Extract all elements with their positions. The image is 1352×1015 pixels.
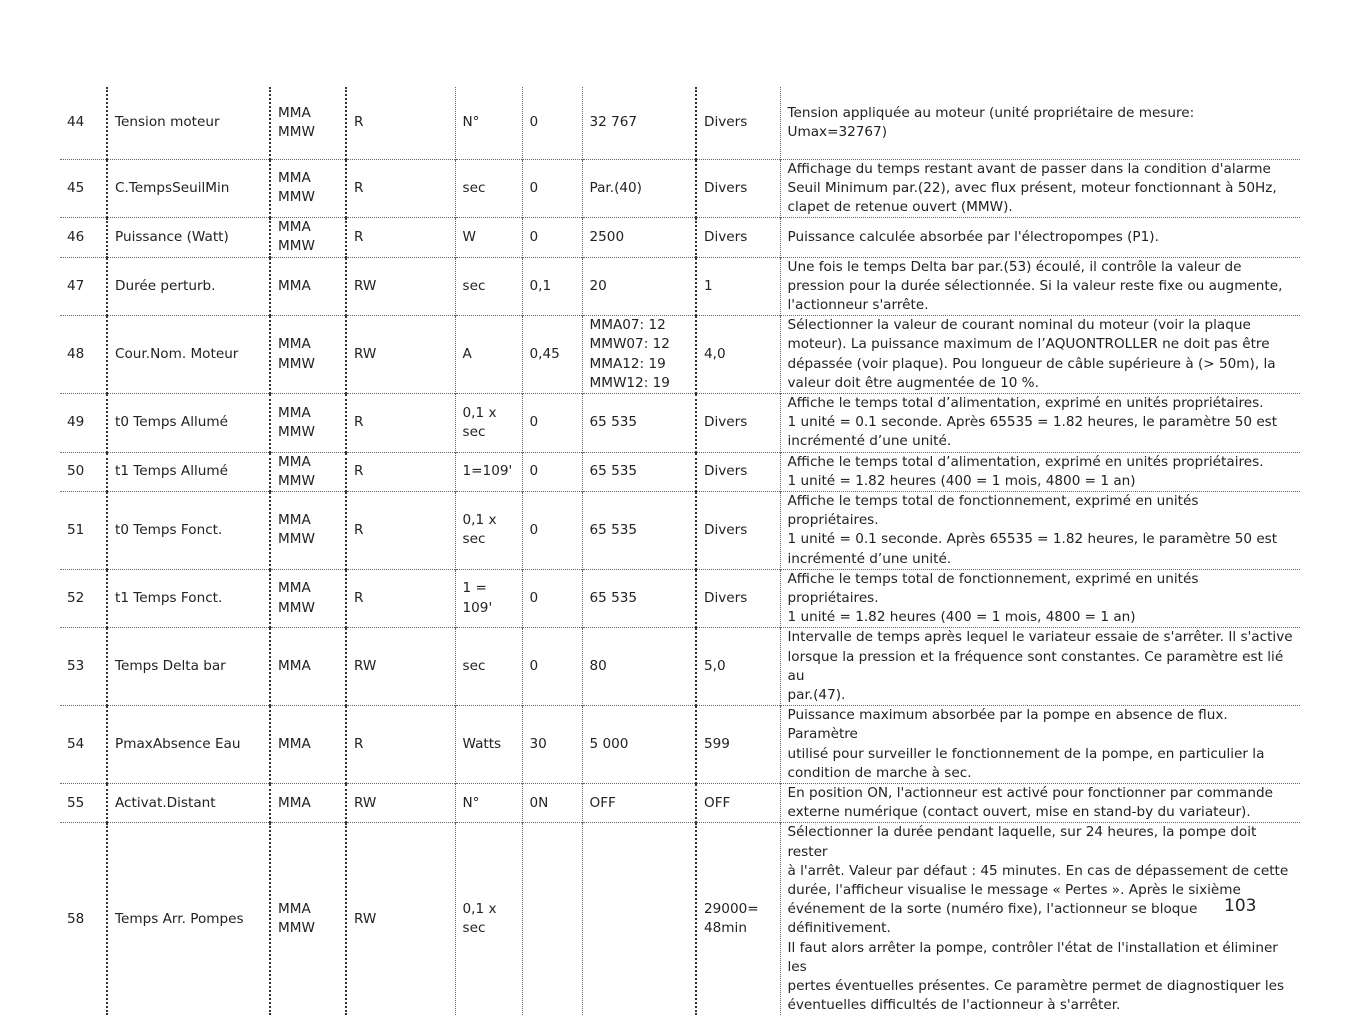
param-name-cell: C.TempsSeuilMin	[107, 159, 270, 218]
min-value-cell: 0	[522, 452, 582, 491]
access-cell: RW	[346, 784, 455, 823]
table-row	[60, 823, 1300, 1015]
unit-cell: sec	[455, 257, 522, 316]
param-number-cell: 52	[60, 569, 107, 628]
param-number-cell: 45	[60, 159, 107, 218]
table-row	[60, 257, 1300, 316]
param-number-cell: 55	[60, 784, 107, 823]
model-cell: MMA MMW	[270, 569, 346, 628]
min-value-cell: 0	[522, 491, 582, 569]
model-cell: MMA MMW	[270, 159, 346, 218]
page-number: 103	[1224, 896, 1257, 916]
default-value-cell: 29000= 48min	[696, 823, 780, 1015]
default-value-cell: Divers	[696, 491, 780, 569]
access-cell: RW	[346, 257, 455, 316]
param-name-cell: t0 Temps Fonct.	[107, 491, 270, 569]
table-row	[60, 491, 1300, 569]
table-row	[60, 706, 1300, 784]
unit-cell: sec	[455, 159, 522, 218]
param-number-cell: 47	[60, 257, 107, 316]
max-value-cell: 20	[582, 257, 696, 316]
table-row	[60, 87, 1300, 159]
model-cell: MMA MMW	[270, 452, 346, 491]
table-row	[60, 784, 1300, 823]
description-cell: Puissance maximum absorbée par la pompe en absence de flux. Paramètre utilisé pour surveiller le fonctionnement de la pompe, en particulier la condition de marche à sec.	[780, 706, 1300, 784]
default-value-cell: Divers	[696, 452, 780, 491]
param-name-cell: t1 Temps Fonct.	[107, 569, 270, 628]
unit-cell: 0,1 x sec	[455, 393, 522, 452]
min-value-cell: 0	[522, 393, 582, 452]
min-value-cell: 30	[522, 706, 582, 784]
description-cell: En position ON, l'actionneur est activé pour fonctionner par commande externe numérique (contact ouvert, mise en stand-by du variateur).	[780, 784, 1300, 823]
max-value-cell: 65 535	[582, 393, 696, 452]
param-name-cell: Cour.Nom. Moteur	[107, 316, 270, 394]
access-cell: R	[346, 452, 455, 491]
model-cell: MMA	[270, 784, 346, 823]
description-cell: Sélectionner la valeur de courant nominal du moteur (voir la plaque moteur). La puissance maximum de l’AQUONTROLLER ne doit pas être dépassée (voir plaque). Pou longueur de câble supérieure à (> 50m), la valeur doit être augmentée de 10 %.	[780, 316, 1300, 394]
max-value-cell: OFF	[582, 784, 696, 823]
description-cell: Tension appliquée au moteur (unité propriétaire de mesure: Umax=32767)	[780, 87, 1300, 159]
unit-cell: N°	[455, 87, 522, 159]
unit-cell: N°	[455, 784, 522, 823]
default-value-cell: Divers	[696, 87, 780, 159]
max-value-cell	[582, 823, 696, 1015]
min-value-cell	[522, 823, 582, 1015]
max-value-cell: 65 535	[582, 452, 696, 491]
model-cell: MMA	[270, 628, 346, 706]
min-value-cell: 0	[522, 87, 582, 159]
param-number-cell: 53	[60, 628, 107, 706]
access-cell: R	[346, 87, 455, 159]
default-value-cell: Divers	[696, 159, 780, 218]
access-cell: R	[346, 569, 455, 628]
access-cell: R	[346, 218, 455, 257]
min-value-cell: 0,45	[522, 316, 582, 394]
model-cell: MMA MMW	[270, 87, 346, 159]
max-value-cell: Par.(40)	[582, 159, 696, 218]
max-value-cell: 2500	[582, 218, 696, 257]
param-name-cell: PmaxAbsence Eau	[107, 706, 270, 784]
access-cell: R	[346, 706, 455, 784]
model-cell: MMA	[270, 257, 346, 316]
model-cell: MMA	[270, 706, 346, 784]
access-cell: RW	[346, 823, 455, 1015]
access-cell: R	[346, 393, 455, 452]
default-value-cell: Divers	[696, 218, 780, 257]
unit-cell: 1 = 109'	[455, 569, 522, 628]
max-value-cell: 5 000	[582, 706, 696, 784]
param-number-cell: 50	[60, 452, 107, 491]
min-value-cell: 0	[522, 628, 582, 706]
param-name-cell: Temps Delta bar	[107, 628, 270, 706]
param-name-cell: Puissance (Watt)	[107, 218, 270, 257]
param-number-cell: 49	[60, 393, 107, 452]
table-row	[60, 628, 1300, 706]
max-value-cell: MMA07: 12 MMW07: 12 MMA12: 19 MMW12: 19	[582, 316, 696, 394]
table-row	[60, 316, 1300, 394]
unit-cell: W	[455, 218, 522, 257]
default-value-cell: 4,0	[696, 316, 780, 394]
default-value-cell: OFF	[696, 784, 780, 823]
unit-cell: A	[455, 316, 522, 394]
table-row	[60, 452, 1300, 491]
description-cell: Affiche le temps total d’alimentation, exprimé en unités propriétaires. 1 unité = 0.1 seconde. Après 65535 = 1.82 heures, le paramètre 50 est incrémenté d’une unité.	[780, 393, 1300, 452]
access-cell: R	[346, 159, 455, 218]
max-value-cell: 80	[582, 628, 696, 706]
min-value-cell: 0N	[522, 784, 582, 823]
max-value-cell: 65 535	[582, 569, 696, 628]
table-row	[60, 218, 1300, 257]
default-value-cell: Divers	[696, 569, 780, 628]
access-cell: R	[346, 491, 455, 569]
description-cell: Sélectionner la durée pendant laquelle, sur 24 heures, la pompe doit rester à l'arrêt. Valeur par défaut : 45 minutes. En cas de dépassement de cette durée, l'afficheur visualise le message « Pertes ». Après le sixième événement de la sorte (numéro fixe), l'actionneur se bloque définitivement. Il faut alors arrêter la pompe, contrôler l'état de l'installation et éliminer les pertes éventuelles présentes. Ce paramètre permet de diagnostiquer les éventuelles difficultés de l'actionneur à s'arrêter.	[780, 823, 1300, 1015]
param-name-cell: t1 Temps Allumé	[107, 452, 270, 491]
description-cell: Affichage du temps restant avant de passer dans la condition d'alarme Seuil Minimum par.(22), avec flux présent, moteur fonctionnant à 50Hz, clapet de retenue ouvert (MMW).	[780, 159, 1300, 218]
min-value-cell: 0	[522, 569, 582, 628]
max-value-cell: 32 767	[582, 87, 696, 159]
description-cell: Affiche le temps total d’alimentation, exprimé en unités propriétaires. 1 unité = 1.82 heures (400 = 1 mois, 4800 = 1 an)	[780, 452, 1300, 491]
param-number-cell: 54	[60, 706, 107, 784]
default-value-cell: 5,0	[696, 628, 780, 706]
param-number-cell: 44	[67, 114, 85, 131]
param-number-cell: 51	[60, 491, 107, 569]
model-cell: MMA MMW	[270, 823, 346, 1015]
table-row	[60, 569, 1300, 628]
param-name-cell: Durée perturb.	[107, 257, 270, 316]
unit-cell: 0,1 x sec	[455, 823, 522, 1015]
unit-cell: sec	[455, 628, 522, 706]
description-cell: Puissance calculée absorbée par l'électropompes (P1).	[780, 218, 1300, 257]
min-value-cell: 0	[522, 218, 582, 257]
default-value-cell: 1	[696, 257, 780, 316]
access-cell: RW	[346, 628, 455, 706]
param-name-cell: t0 Temps Allumé	[107, 393, 270, 452]
unit-cell: 0,1 x sec	[455, 491, 522, 569]
description-cell: Affiche le temps total de fonctionnement, exprimé en unités propriétaires. 1 unité = 0.1 seconde. Après 65535 = 1.82 heures, le paramètre 50 est incrémenté d’une unité.	[780, 491, 1300, 569]
min-value-cell: 0	[522, 159, 582, 218]
access-cell: RW	[346, 316, 455, 394]
unit-cell: Watts	[455, 706, 522, 784]
param-number-cell: 46	[60, 218, 107, 257]
table-row	[60, 393, 1300, 452]
description-cell: Intervalle de temps après lequel le variateur essaie de s'arrêter. Il s'active lorsque la pression et la fréquence sont constantes. Ce paramètre est lié au par.(47).	[780, 628, 1300, 706]
model-cell: MMA MMW	[270, 316, 346, 394]
param-name-cell: Temps Arr. Pompes	[107, 823, 270, 1015]
default-value-cell: 599	[696, 706, 780, 784]
table-row	[60, 159, 1300, 218]
param-number-cell: 48	[60, 316, 107, 394]
param-number-cell: 58	[60, 823, 107, 1015]
min-value-cell: 0,1	[522, 257, 582, 316]
description-cell: Affiche le temps total de fonctionnement, exprimé en unités propriétaires. 1 unité = 1.82 heures (400 = 1 mois, 4800 = 1 an)	[780, 569, 1300, 628]
model-cell: MMA MMW	[270, 491, 346, 569]
description-cell: Une fois le temps Delta bar par.(53) écoulé, il contrôle la valeur de pression pour la durée sélectionnée. Si la valeur reste fixe ou augmente, l'actionneur s'arrête.	[780, 257, 1300, 316]
max-value-cell: 65 535	[582, 491, 696, 569]
model-cell: MMA MMW	[270, 218, 346, 257]
param-name-cell: Tension moteur	[107, 87, 270, 159]
param-name-cell: Activat.Distant	[107, 784, 270, 823]
unit-cell: 1=109'	[455, 452, 522, 491]
parameter-table	[60, 87, 1300, 1015]
default-value-cell: Divers	[696, 393, 780, 452]
model-cell: MMA MMW	[270, 393, 346, 452]
